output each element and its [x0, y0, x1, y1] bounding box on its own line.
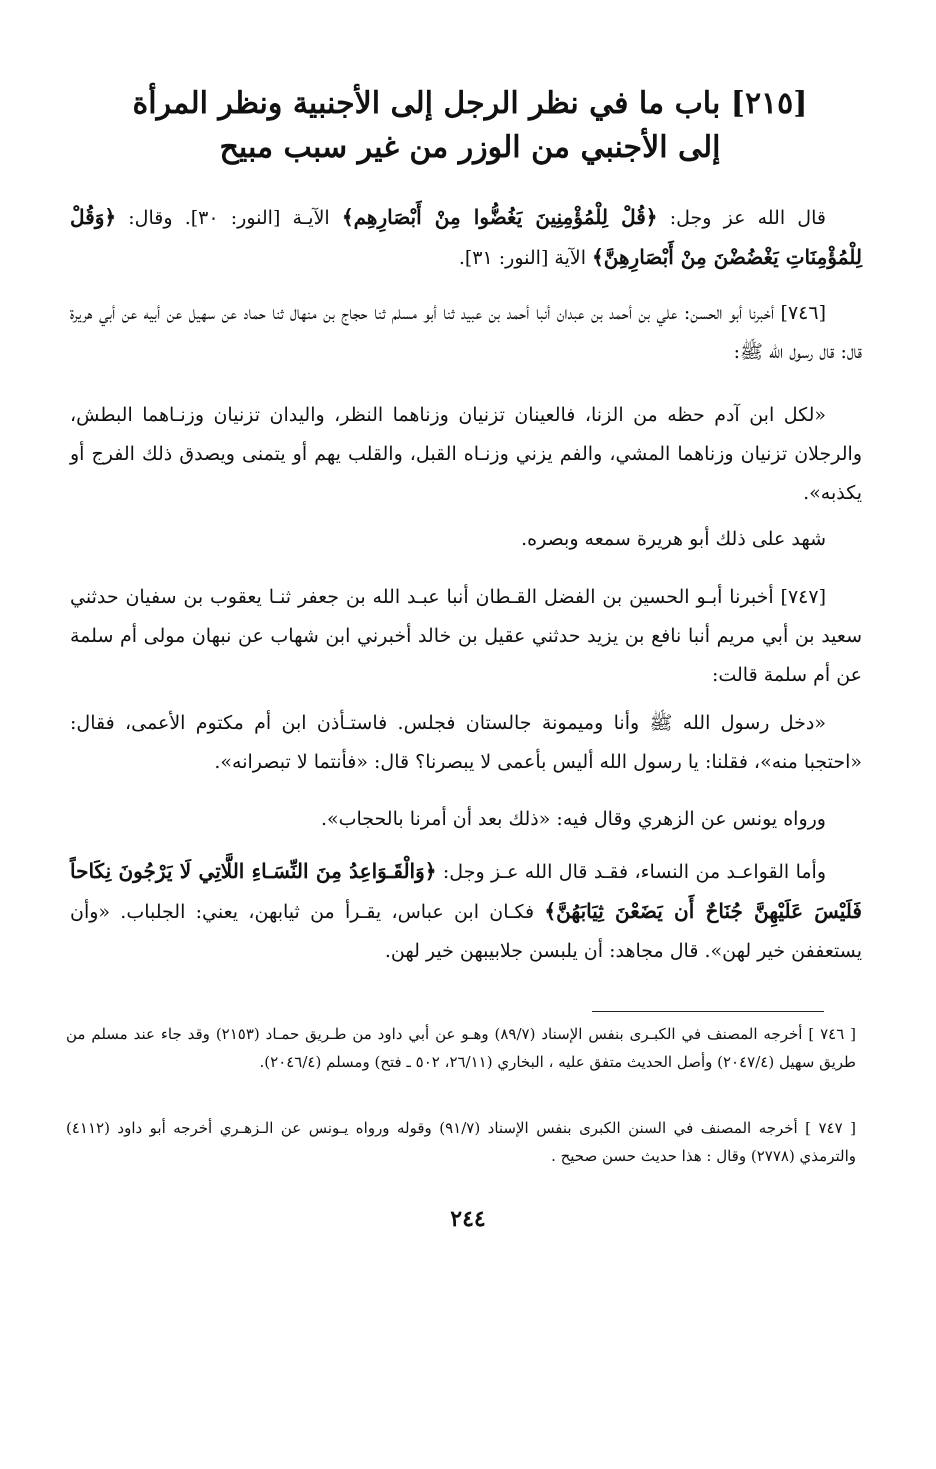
qawaid-lead: وأما القواعـد من النساء، فقـد قال الله عـز وجل:	[436, 861, 827, 883]
hadith-747-text: «دخل رسول الله ﷺ وأنا وميمونة جالستان فجلس. فاستـأذن ابن أم مكتوم الأعمى، فقال: «احتجبا منه»، فقلنا: يا رسول الله أليس بأعمى لا يبصرنا؟ قال: «فأنتما لا تبصرانه».	[70, 712, 862, 773]
page-number: ٢٤٤	[450, 1206, 486, 1232]
hadith-746-isnad: [٧٤٦] أخبرنا أبو الحسن: علي بن أحمد بن عبدان أنبا أحمد بن عبيد ثنا أبو مسلم ثنا حجاج بن منهال ثنا حماد عن سهيل عن أبيه عن أبي هريرة قال: قال رسول الله ﷺ:	[70, 302, 862, 363]
quran-verse-an-nur-60: ﴿وَالْقَـوَاعِدُ مِنَ النِّسَـاءِ اللَّاتِي لَا يَرْجُونَ نِكَاحاً فَلَيْسَ عَلَيْهِنَّ جُنَاحٌ أَن يَضَعْنَ ثِيَابَهُنَّ﴾	[70, 859, 862, 923]
hadith-746-witness: شهد على ذلك أبو هريرة سمعه وبصره.	[521, 528, 826, 550]
verse-citation-30: الآيـة [النور: ٣٠]. وقال:	[116, 207, 342, 229]
footnote-separator	[592, 1011, 824, 1012]
chapter-title-line-2: إلى الأجنبي من الوزر من غير سبب مبيح	[219, 130, 721, 165]
chapter-title-line-1: [٢١٥] باب ما في نظر الرجل إلى الأجنبية ونظر المرأة	[132, 86, 808, 121]
quran-verse-an-nur-30: ﴿قُلْ لِلْمُؤْمِنِينَ يَغُضُّوا مِنْ أَبْصَارِهِم﴾	[341, 205, 658, 229]
verses-paragraph	[70, 198, 862, 278]
verse-citation-31: الآية [النور: ٣١].	[458, 247, 593, 269]
hadith-747-isnad: [٧٤٧] أخبرنا أبـو الحسين بن الفضل القـطان أنبا عبـد الله بن جعفر ثنـا يعقوب بن سفيان حدثني سعيد بن أبي مريم أنبا نافع بن يزيد حدثني عقيل بن خالد أخبرني ابن شهاب عن نبهان مولى أم سلمة عن أم سلمة قالت:	[70, 586, 862, 686]
qawaid-commentary: فكـان ابن عباس، يقـرأ من ثيابهن، يعني: الجلباب. «وأن يستعففن خير لهن». قال مجاهد: أن يلبسن جلابيبهن خير لهن.	[70, 901, 862, 962]
quran-verse-an-nur-31: ﴿وَقُلْ لِلْمُؤْمِنَاتِ يَغْضُضْنَ مِنْ أَبْصَارِهِنَّ﴾	[70, 205, 862, 269]
footnote-747: [ ٧٤٧ ] أخرجه المصنف في السنن الكبرى بنفس الإسناد (٩١/٧) وقوله ورواه يـونس عن الـزهـري أخرجه أبو داود (٤١١٢) والترمذي (٢٧٧٨) وقال : هذا حديث حسن صحيح .	[66, 1119, 856, 1165]
hadith-746-text: «لكل ابن آدم حظه من الزنا، فالعينان تزنيان وزناهما النظر، واليدان تزنيان وزنـاهما البطش، والرجلان تزنيان وزناهما المشي، والفم يزني وزنـاه القبل، والقلب يهم أو يتمنى ويصدق ذلك الفرج أو يكذبه».	[70, 404, 862, 504]
footnote-746: [ ٧٤٦ ] أخرجه المصنف في الكبـرى بنفس الإسناد (٨٩/٧) وهـو عن أبي داود من طـريق حمـاد (٢١٥٣) وقد جاء عند مسلم من طريق سهيل (٢٠٤٧/٤) وأصل الحديث متفق عليه ، البخاري (٢٦/١١، ٥٠٢ ـ فتح) ومسلم (٢٠٤٦/٤).	[66, 1025, 856, 1071]
qawaid-paragraph	[70, 852, 862, 971]
hadith-747-riwaya: ورواه يونس عن الزهري وقال فيه: «ذلك بعد أن أمرنا بالحجاب».	[320, 808, 826, 830]
verses-lead: قال الله عز وجل:	[657, 207, 826, 229]
